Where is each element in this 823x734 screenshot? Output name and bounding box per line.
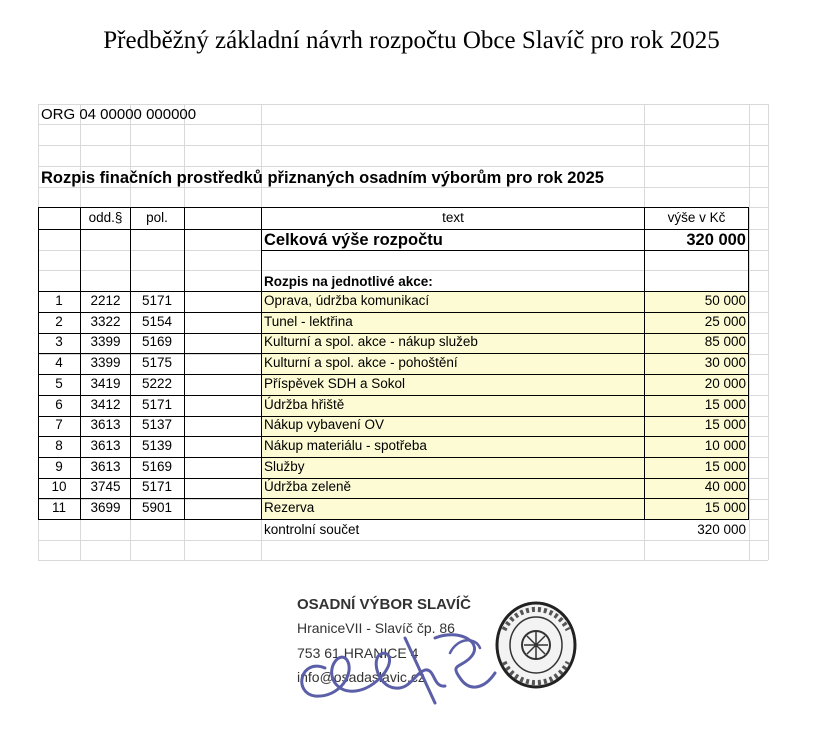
row-border: [38, 416, 749, 417]
col-header-odd: odd.§: [88, 210, 123, 225]
row-amount: 40 000: [704, 479, 746, 495]
row-pol: 5171: [141, 479, 173, 495]
total-label: Celková výše rozpočtu: [264, 231, 443, 249]
row-number: 6: [55, 396, 63, 412]
row-text: Kulturní a spol. akce - nákup služeb: [264, 334, 478, 350]
row-pol: 5169: [141, 334, 173, 350]
row-odd: 3613: [90, 458, 121, 474]
row-number: 7: [55, 417, 63, 433]
row-amount: 25 000: [704, 313, 746, 329]
table-border: [261, 250, 749, 251]
row-border: [38, 498, 749, 499]
table-border: [38, 229, 749, 230]
grid-line: [38, 145, 768, 146]
org-code: ORG 04 00000 000000: [41, 106, 197, 123]
row-pol: 5137: [141, 417, 173, 433]
row-pol: 5222: [141, 375, 173, 391]
control-sum-value: 320 000: [697, 522, 746, 537]
row-amount: 15 000: [704, 396, 746, 412]
row-text: Údržba hřiště: [264, 396, 345, 412]
control-sum-label: kontrolní součet: [264, 522, 360, 537]
row-number: 5: [55, 375, 63, 391]
table-border: [130, 207, 131, 519]
col-header-pol: pol.: [146, 210, 168, 225]
row-pol: 5154: [141, 313, 173, 329]
row-number: 9: [55, 458, 63, 474]
stamp-address-2: 753 61 HRANICE 4: [297, 645, 419, 661]
row-number: 11: [51, 500, 66, 515]
grid-line: [38, 104, 768, 105]
row-border: [38, 374, 749, 375]
table-border: [38, 207, 749, 208]
row-odd: 3412: [90, 396, 121, 412]
grid-line: [38, 166, 768, 167]
table-border: [184, 207, 185, 519]
row-odd: 3399: [90, 334, 121, 350]
table-border: [748, 207, 749, 519]
row-text: Nákup vybavení OV: [264, 417, 385, 433]
row-border: [38, 353, 749, 354]
row-border: [38, 312, 749, 313]
row-border: [38, 333, 749, 334]
row-text: Tunel - lektřina: [264, 313, 353, 329]
row-number: 3: [55, 334, 63, 350]
total-value: 320 000: [686, 231, 746, 249]
row-border: [38, 436, 749, 437]
grid-line: [38, 270, 768, 271]
table-border: [80, 207, 81, 519]
row-amount: 20 000: [704, 375, 746, 391]
grid-line: [749, 104, 750, 560]
row-odd: 3745: [90, 479, 121, 495]
row-odd: 3322: [90, 313, 121, 329]
row-border: [38, 478, 749, 479]
row-text: Služby: [264, 458, 305, 474]
row-number: 4: [55, 355, 63, 371]
table-heading: Rozpis finačních prostředků přiznaných osadním výborům pro rok 2025: [41, 169, 604, 187]
row-odd: 3613: [90, 437, 121, 453]
row-amount: 15 000: [704, 458, 746, 474]
row-pol: 5169: [141, 458, 173, 474]
row-number: 2: [55, 313, 63, 329]
table-border: [644, 207, 645, 519]
row-pol: 5171: [141, 396, 173, 412]
row-amount: 15 000: [704, 500, 746, 515]
stamp-address-1: HraniceVII - Slavíč čp. 86: [297, 620, 455, 636]
table-border: [261, 207, 262, 519]
table-border: [38, 207, 39, 519]
row-border: [38, 457, 749, 458]
seal-icon: [494, 600, 578, 690]
row-odd: 3699: [90, 500, 121, 515]
row-number: 8: [55, 437, 63, 453]
stamp-email: info@osadaslavic.cz: [297, 669, 425, 685]
row-pol: 5139: [141, 437, 173, 453]
row-text: Kulturní a spol. akce - pohoštění: [264, 355, 458, 371]
row-text: Rezerva: [264, 500, 315, 515]
breakdown-label: Rozpis na jednotlivé akce:: [264, 274, 433, 289]
row-text: Oprava, údržba komunikací: [264, 293, 430, 308]
grid-line: [38, 124, 768, 125]
grid-line: [38, 540, 768, 541]
row-odd: 3613: [90, 417, 121, 433]
row-border: [38, 395, 749, 396]
row-number: 10: [51, 479, 67, 495]
stamp-name: OSADNÍ VÝBOR SLAVÍČ: [297, 596, 471, 613]
grid-line: [38, 560, 768, 561]
row-border: [38, 519, 749, 520]
col-header-amount: výše v Kč: [667, 210, 726, 225]
row-text: Nákup materiálu - spotřeba: [264, 437, 427, 453]
row-amount: 30 000: [704, 355, 746, 371]
row-odd: 3399: [90, 355, 121, 371]
row-number: 1: [55, 293, 63, 308]
row-pol: 5901: [141, 500, 173, 515]
col-header-text: text: [442, 210, 464, 225]
row-odd: 2212: [90, 293, 121, 308]
grid-line: [768, 104, 769, 560]
row-text: Údržba zeleně: [264, 479, 352, 495]
row-amount: 10 000: [704, 437, 746, 453]
table-border: [38, 291, 749, 292]
row-pol: 5171: [141, 293, 173, 308]
page-title: Předběžný základní návrh rozpočtu Obce Slavíč pro rok 2025: [103, 27, 720, 54]
row-text: Příspěvek SDH a Sokol: [264, 375, 406, 391]
row-odd: 3419: [90, 375, 121, 391]
signature: [285, 598, 500, 710]
row-amount: 15 000: [704, 417, 746, 433]
row-amount: 85 000: [704, 334, 746, 350]
row-pol: 5175: [141, 355, 173, 371]
row-amount: 50 000: [704, 293, 746, 308]
